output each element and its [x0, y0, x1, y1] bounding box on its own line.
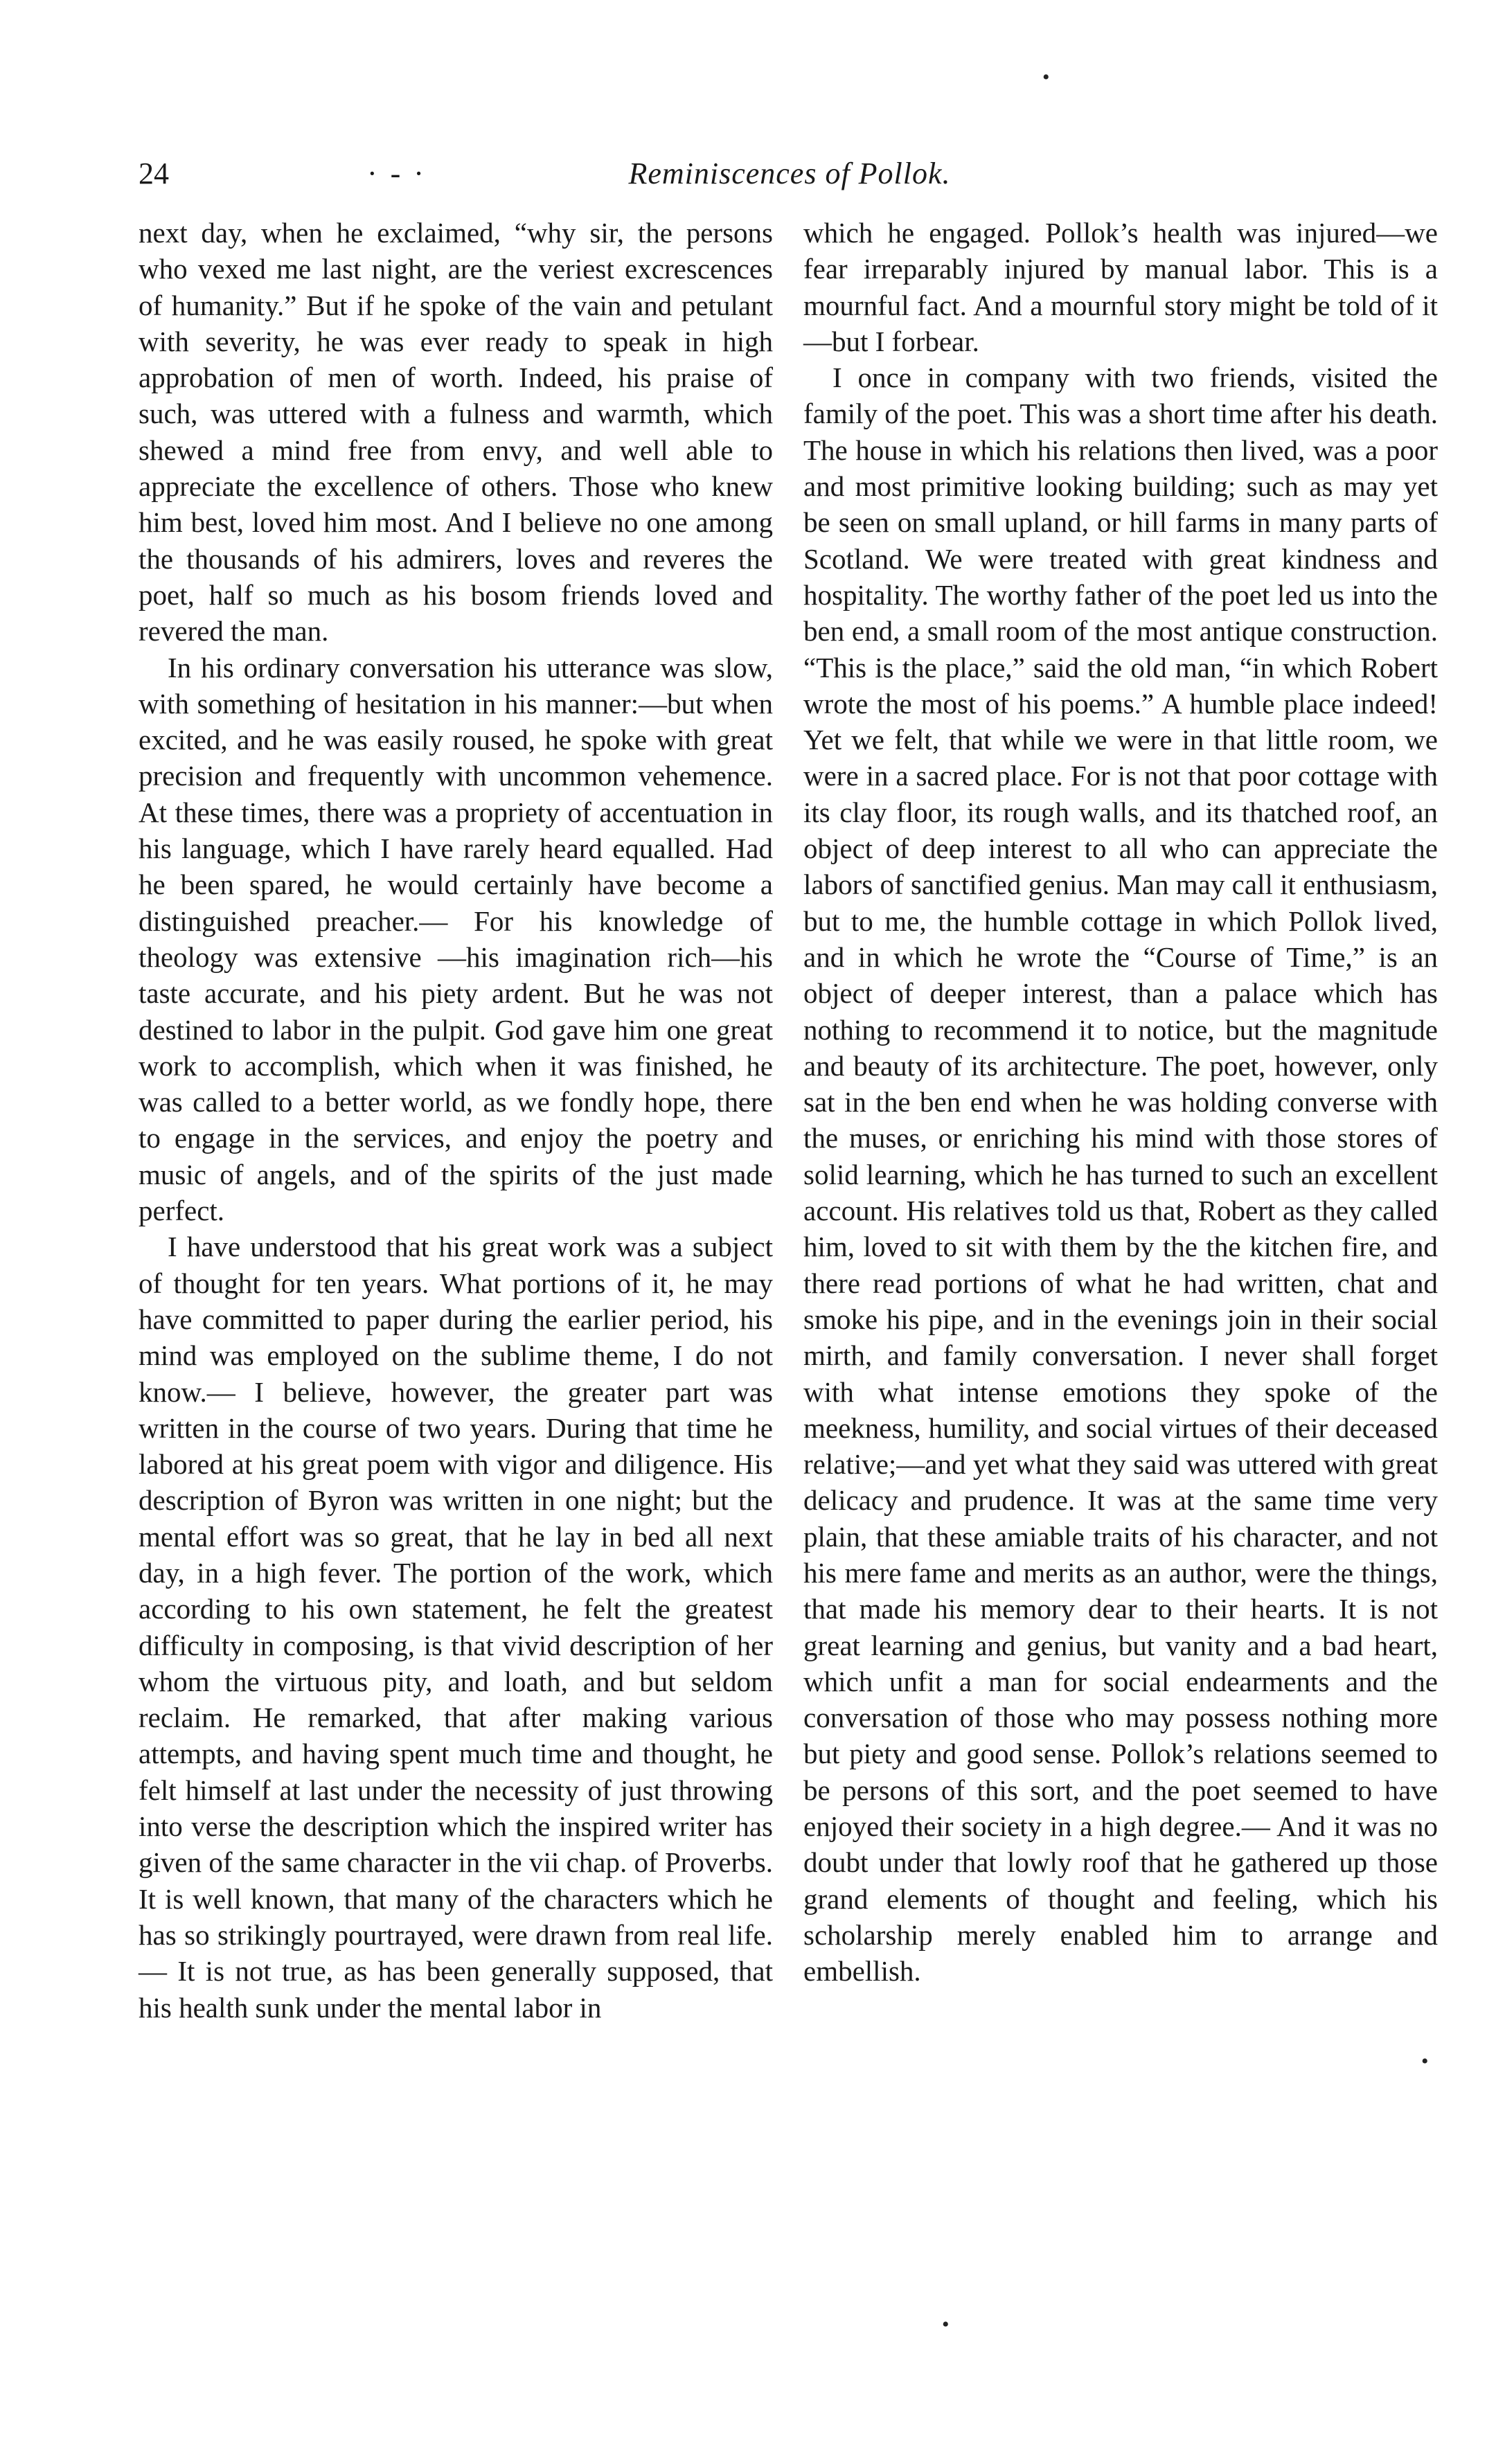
ink-speck: • [1042, 66, 1050, 89]
paragraph: I have understood that his great work was a subject of thought for ten years. What portions of it, he may have committed to paper during the earlier period, his mind was employed on the sublime theme, I do not know.— I believe, however, the greater part was written in the course of two years. During that time he labored at his great poem with vigor and diligence. His description of Byron was written in one night; but the mental effort was so great, that he lay in bed all next day, in a high fever. The portion of the work, which according to his own statement, he felt the greatest difficulty in composing, is that vivid description of her whom the virtuous pity, and loath, and but seldom reclaim. He remarked, that after making various attempts, and having spent much time and thought, he felt himself at last under the necessity of just throwing into verse the description which the inspired writer has given of the same character in the vii chap. of Proverbs. It is well known, that many of the characters which he has so strikingly pourtrayed, were drawn from real life.— It is not true, as has been generally supposed, that his health sunk under the mental labor in [139, 1231, 773, 2024]
running-title: Reminiscences of Pollok. [628, 157, 951, 190]
right-column [803, 215, 1438, 1990]
running-header [139, 156, 1441, 204]
page-number: 24 [139, 157, 169, 190]
paragraph: which he engaged. Pollok’s health was injured—we fear irreparably injured by manual labor. This is a mournful fact. And a mournful story might be told of it—but I forbear. [803, 217, 1438, 357]
left-column [139, 215, 773, 2026]
header-dots: · - · [367, 157, 427, 190]
paragraph: next day, when he exclaimed, “why sir, the persons who vexed me last night, are the veriest excrescences of humanity.” But if he spoke of the vain and petulant with severity, he was ever ready to speak in high approbation of men of worth. Indeed, his praise of such, was uttered with a fulness and warmth, which shewed a mind free from envy, and well able to appreciate the excellence of others. Those who knew him best, loved him most. And I believe no one among the thousands of his admirers, loves and reveres the poet, half so much as his bosom friends loved and revered the man. [139, 217, 773, 648]
paragraph: In his ordinary conversation his utterance was slow, with something of hesitation in his manner:—but when excited, and he was easily roused, he spoke with great precision and frequently with uncommon vehemence. At these times, there was a propriety of accentuation in his language, which I have rarely heard equalled. Had he been spared, he would certainly have become a distinguished preacher.— For his knowledge of theology was extensive —his imagination rich—his taste accurate, and his piety ardent. But he was not destined to labor in the pulpit. God gave him one great work to accomplish, which when it was finished, he was called to a better world, as we fondly hope, there to engage in the services, and enjoy the poetry and music of angels, and of the spirits of the just made perfect. [139, 651, 773, 1227]
paragraph: I once in company with two friends, visited the family of the poet. This was a short time after his death. The house in which his relations then lived, was a poor and most primitive looking building; such as may yet be seen on small upland, or hill farms in many parts of Scotland. We were treated with great kindness and hospitality. The worthy father of the poet led us into the ben end, a small room of the most antique construction. “This is the place,” said the old man, “in which Robert wrote the most of his poems.” A humble place indeed! Yet we felt, that while we were in that little room, we were in a sacred place. For is not that poor cottage with its clay floor, its rough walls, and its thatched roof, an object of deep interest to all who can appreciate the labors of sanctified genius. Man may call it enthusiasm, but to me, the humble cottage in which Pollok lived, and in which he wrote the “Course of Time,” is an object of deeper interest, than a palace which has nothing to recommend it to notice, but the magnitude and beauty of its architecture. The poet, however, only sat in the ben end when he was holding converse with the muses, or enriching his mind with those stores of solid learning, which he has turned to such an excellent account. His relatives told us that, Robert as they called him, loved to sit with them by the the kitchen fire, and there read portions of what he had written, chat and smoke his pipe, and in the evenings join in their social mirth, and family conversation. I never shall forget with what intense emotions they spoke of the meekness, humility, and social virtues of their deceased relative;—and yet what they said was uttered with great delicacy and prudence. It was at the same time very plain, that these amiable traits of his character, and not his mere fame and merits as an author, were the things, that made his memory dear to their hearts. It is not great learning and genius, but vanity and a bad heart, which unfit a man for social endearments and the conversation of those who may possess nothing more but piety and good sense. Pollok’s relations seemed to be persons of this sort, and the poet seemed to have enjoyed their society in a high degree.— And it was no doubt under that lowly roof that he gathered up those grand elements of thought and feeling, which his scholarship merely enabled him to arrange and embellish. [803, 361, 1438, 1988]
ink-speck: • [1421, 2050, 1429, 2073]
ink-speck: • [942, 2313, 950, 2336]
